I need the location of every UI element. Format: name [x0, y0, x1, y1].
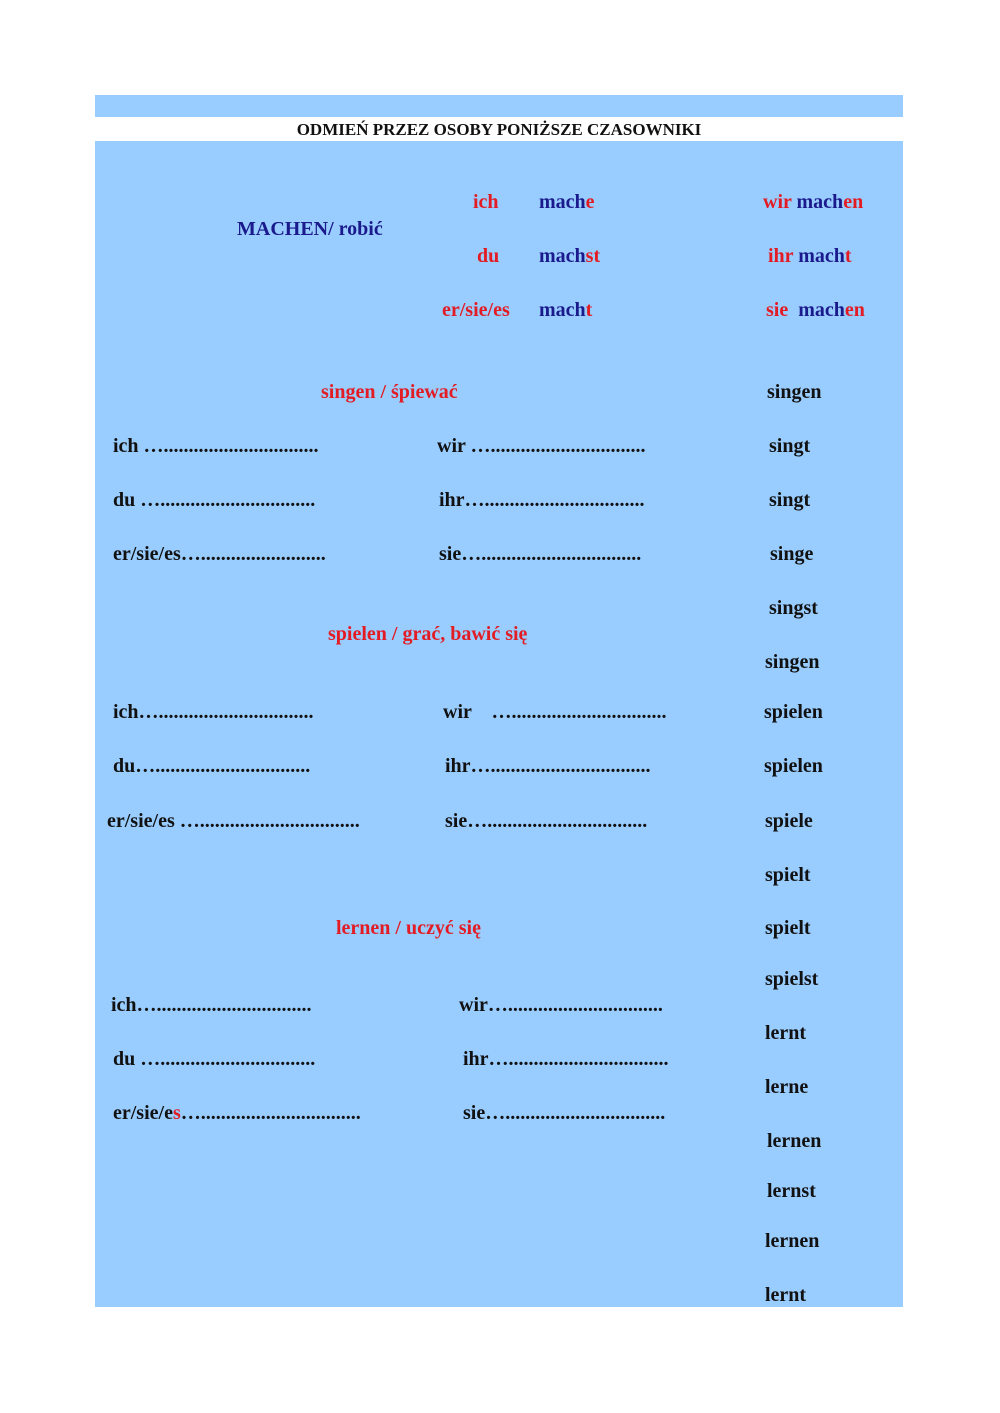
blank-lernen-ich[interactable]: ich…............................... [111, 994, 312, 1016]
word-bank-item[interactable]: spielt [765, 864, 811, 886]
example-form-wir: wir machen [763, 191, 864, 213]
word-bank-item[interactable]: singst [769, 597, 818, 619]
example-pronoun-du: du [477, 245, 500, 267]
page-title: ODMIEŃ PRZEZ OSOBY PONIŻSZE CZASOWNIKI [95, 117, 903, 141]
top-color-band [95, 95, 903, 117]
blank-singen-er[interactable]: er/sie/es…......................... [113, 543, 326, 565]
blank-lernen-du[interactable]: du …............................... [113, 1048, 316, 1070]
blank-lernen-sie[interactable]: sie…................................ [463, 1102, 666, 1124]
blank-singen-sie[interactable]: sie…................................ [439, 543, 642, 565]
worksheet-panel [95, 141, 903, 1307]
blank-spielen-du[interactable]: du…............................... [113, 755, 311, 777]
blank-lernen-er[interactable]: er/sie/es…................................ [113, 1102, 361, 1124]
blank-singen-ich[interactable]: ich …............................... [113, 435, 319, 457]
blank-spielen-sie[interactable]: sie…................................ [445, 810, 648, 832]
example-form-ihr: ihr macht [768, 245, 852, 267]
blank-lernen-ihr[interactable]: ihr…................................ [463, 1048, 669, 1070]
word-bank-item[interactable]: singt [769, 489, 811, 511]
word-bank-item[interactable]: lernt [765, 1284, 807, 1306]
blank-lernen-wir[interactable]: wir…............................... [459, 994, 663, 1016]
blank-spielen-er[interactable]: er/sie/es …................................ [107, 810, 360, 832]
blank-spielen-wir[interactable]: wir …............................... [443, 701, 667, 723]
example-form-sie: sie machen [766, 299, 865, 321]
exercise-heading-spielen: spielen / grać, bawić się [328, 623, 528, 645]
word-bank-item[interactable]: spielst [765, 968, 819, 990]
word-bank-item[interactable]: lernen [767, 1130, 822, 1152]
example-form-ich: mache [539, 191, 595, 213]
example-form-du: machst [539, 245, 601, 267]
word-bank-item[interactable]: singt [769, 435, 811, 457]
example-verb: MACHEN/ robić [237, 218, 383, 240]
example-pronoun-er: er/sie/es [442, 299, 510, 321]
word-bank-item[interactable]: spielen [764, 755, 823, 777]
word-bank-item[interactable]: spiele [765, 810, 813, 832]
word-bank-item[interactable]: singe [770, 543, 814, 565]
word-bank-item[interactable]: lernt [765, 1022, 807, 1044]
word-bank-item[interactable]: spielt [765, 917, 811, 939]
blank-singen-wir[interactable]: wir …............................... [437, 435, 646, 457]
exercise-heading-lernen: lernen / uczyć się [336, 917, 481, 939]
blank-spielen-ihr[interactable]: ihr…................................ [445, 755, 651, 777]
example-pronoun-ich: ich [473, 191, 499, 213]
word-bank-item[interactable]: lernen [765, 1230, 820, 1252]
word-bank-item[interactable]: singen [765, 651, 820, 673]
exercise-heading-singen: singen / śpiewać [321, 381, 458, 403]
blank-spielen-ich[interactable]: ich…............................... [113, 701, 314, 723]
word-bank-item[interactable]: lerne [765, 1076, 809, 1098]
word-bank-item[interactable]: spielen [764, 701, 823, 723]
word-bank-item[interactable]: singen [767, 381, 822, 403]
blank-singen-ihr[interactable]: ihr…................................ [439, 489, 645, 511]
example-form-er: macht [539, 299, 593, 321]
blank-singen-du[interactable]: du …............................... [113, 489, 316, 511]
word-bank-item[interactable]: lernst [767, 1180, 816, 1202]
